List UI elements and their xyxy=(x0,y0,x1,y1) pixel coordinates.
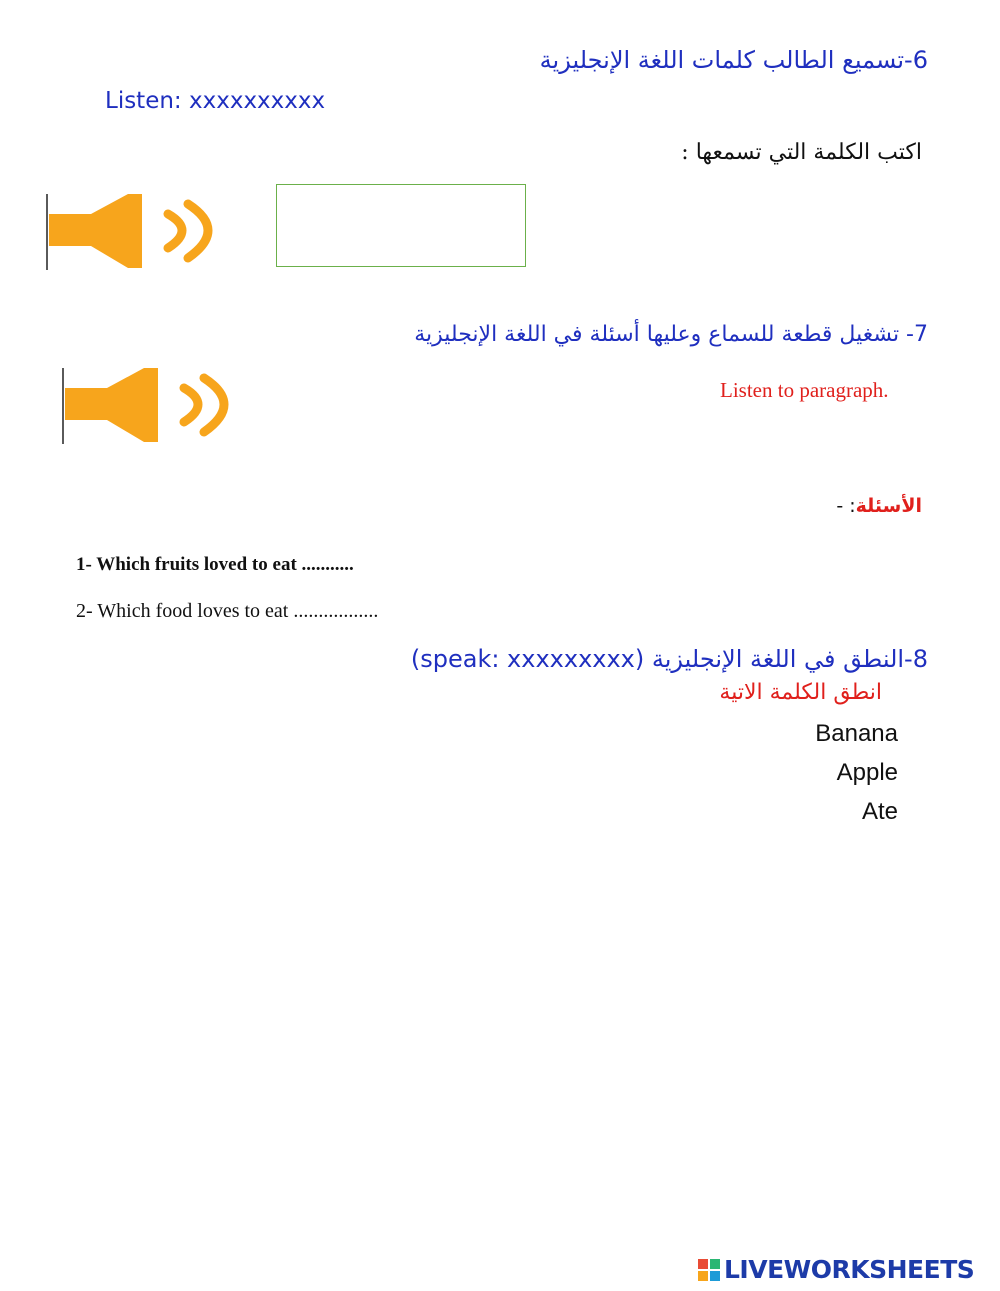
speaker-icon[interactable] xyxy=(46,192,246,276)
liveworksheets-logo-icon xyxy=(698,1259,720,1281)
question-item: 1- Which fruits loved to eat ........... xyxy=(76,554,354,575)
speaker-icon-graphic xyxy=(62,366,262,446)
speaker-icon-graphic xyxy=(46,192,246,272)
section-7-listen-label: Listen to paragraph. xyxy=(720,378,889,402)
question-item: 2- Which food loves to eat ................. xyxy=(76,600,379,622)
questions-label xyxy=(836,495,922,517)
questions-label-suffix: : - xyxy=(836,495,856,517)
section-8-instruction: انطق الكلمة الاتية xyxy=(719,680,882,705)
footer-brand-text: LIVEWORKSHEETS xyxy=(724,1255,975,1284)
section-6-listen-label: Listen: xxxxxxxxxx xyxy=(105,88,326,114)
section-7-heading: 7- تشغيل قطعة للسماع وعليها أسئلة في اللغة الإنجليزية xyxy=(414,322,928,347)
pronounce-word: Banana xyxy=(815,720,898,747)
section-6-instruction: اكتب الكلمة التي تسمعها : xyxy=(681,140,922,165)
pronounce-word: Ate xyxy=(861,798,898,825)
section-8-heading: 8-النطق في اللغة الإنجليزية (speak: xxxxxxxxx) xyxy=(410,645,928,673)
speaker-icon[interactable] xyxy=(62,366,262,450)
questions-label-text: الأسئلة xyxy=(855,495,922,517)
answer-input-box[interactable] xyxy=(276,184,526,267)
section-6-heading: 6-تسميع الطالب كلمات اللغة الإنجليزية xyxy=(539,46,928,74)
footer-brand-logo[interactable] xyxy=(698,1255,974,1284)
pronounce-word: Apple xyxy=(836,759,898,786)
